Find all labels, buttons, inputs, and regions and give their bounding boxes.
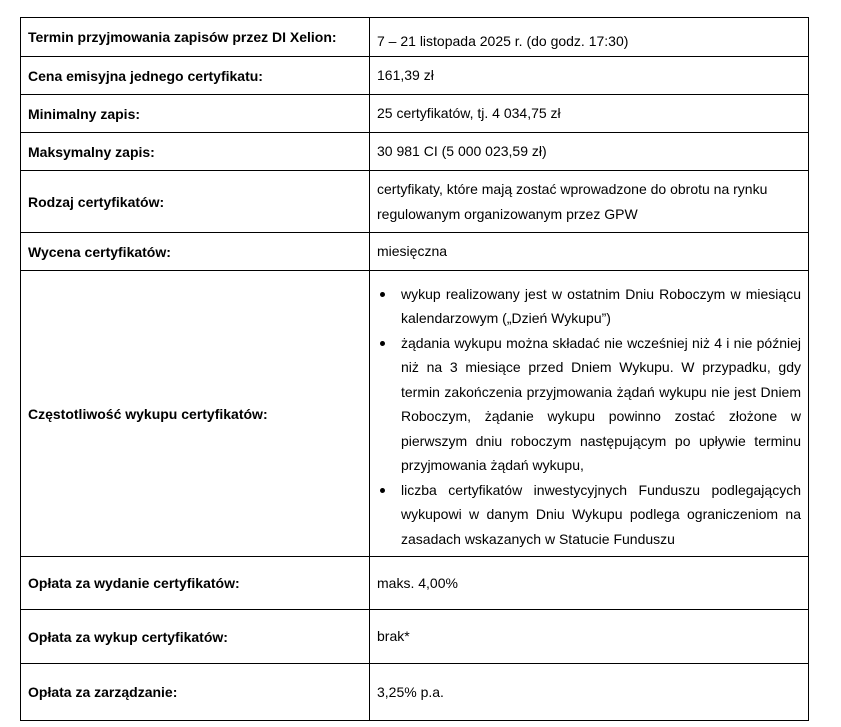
table-row [21, 18, 809, 57]
table-row [21, 610, 809, 664]
row-value-minimum-subscription: 25 certyfikatów, tj. 4 034,75 zł [370, 95, 809, 133]
list-item [401, 478, 801, 552]
row-label-issue-price: Cena emisyjna jednego certyfikatu: [21, 57, 370, 95]
row-value-maximum-subscription: 30 981 CI (5 000 023,59 zł) [370, 133, 809, 171]
list-item [401, 282, 801, 331]
bullet-text: liczba certyfikatów inwestycyjnych Funduszu podlegających wykupowi w danym Dniu Wykupu podlega ograniczeniom na zasadach wskazanych w Statucie Funduszu [401, 481, 801, 547]
row-value-redemption-frequency [370, 271, 809, 557]
row-value-issue-fee: maks. 4,00% [370, 557, 809, 610]
row-value-management-fee: 3,25% p.a. [370, 664, 809, 721]
row-label-redemption-frequency: Częstotliwość wykupu certyfikatów: [21, 271, 370, 557]
bullet-icon [380, 341, 385, 346]
row-value-redemption-fee: brak* [370, 610, 809, 664]
row-label-subscription-period: Termin przyjmowania zapisów przez DI Xelion: [21, 18, 370, 57]
row-value-certificate-type: certyfikaty, które mają zostać wprowadzone do obrotu na rynku regulowanym organizowanym przez GPW [370, 171, 809, 233]
row-label-maximum-subscription: Maksymalny zapis: [21, 133, 370, 171]
list-item [401, 331, 801, 478]
row-label-issue-fee: Opłata za wydanie certyfikatów: [21, 557, 370, 610]
table-row [21, 57, 809, 95]
table-row [21, 664, 809, 721]
certificate-terms-table [20, 17, 809, 721]
row-label-minimum-subscription: Minimalny zapis: [21, 95, 370, 133]
row-label-redemption-fee: Opłata za wykup certyfikatów: [21, 610, 370, 664]
table-row [21, 271, 809, 557]
table-row [21, 171, 809, 233]
row-label-valuation: Wycena certyfikatów: [21, 233, 370, 271]
table-row [21, 233, 809, 271]
bullet-text: wykup realizowany jest w ostatnim Dniu Roboczym w miesiącu kalendarzowym („Dzień Wykupu”) [401, 285, 801, 327]
row-value-issue-price: 161,39 zł [370, 57, 809, 95]
bullet-icon [380, 488, 385, 493]
row-value-subscription-period: 7 – 21 listopada 2025 r. (do godz. 17:30) [370, 18, 809, 57]
table-row [21, 557, 809, 610]
table-row [21, 133, 809, 171]
row-label-certificate-type: Rodzaj certyfikatów: [21, 171, 370, 233]
row-label-management-fee: Opłata za zarządzanie: [21, 664, 370, 721]
row-value-valuation: miesięczna [370, 233, 809, 271]
bullet-icon [380, 292, 385, 297]
redemption-bullet-list [377, 282, 801, 552]
table-row [21, 95, 809, 133]
bullet-text: żądania wykupu można składać nie wcześniej niż 4 i nie później niż na 3 miesiące przed Dniem Wykupu. W przypadku, gdy termin zakończenia przyjmowania żądań wykupu nie jest Dniem Roboczym, żądanie wykupu powinno zostać złożone w pierwszym dniu roboczym następującym po upływie terminu przyjmowania żądań wykupu, [401, 334, 801, 474]
